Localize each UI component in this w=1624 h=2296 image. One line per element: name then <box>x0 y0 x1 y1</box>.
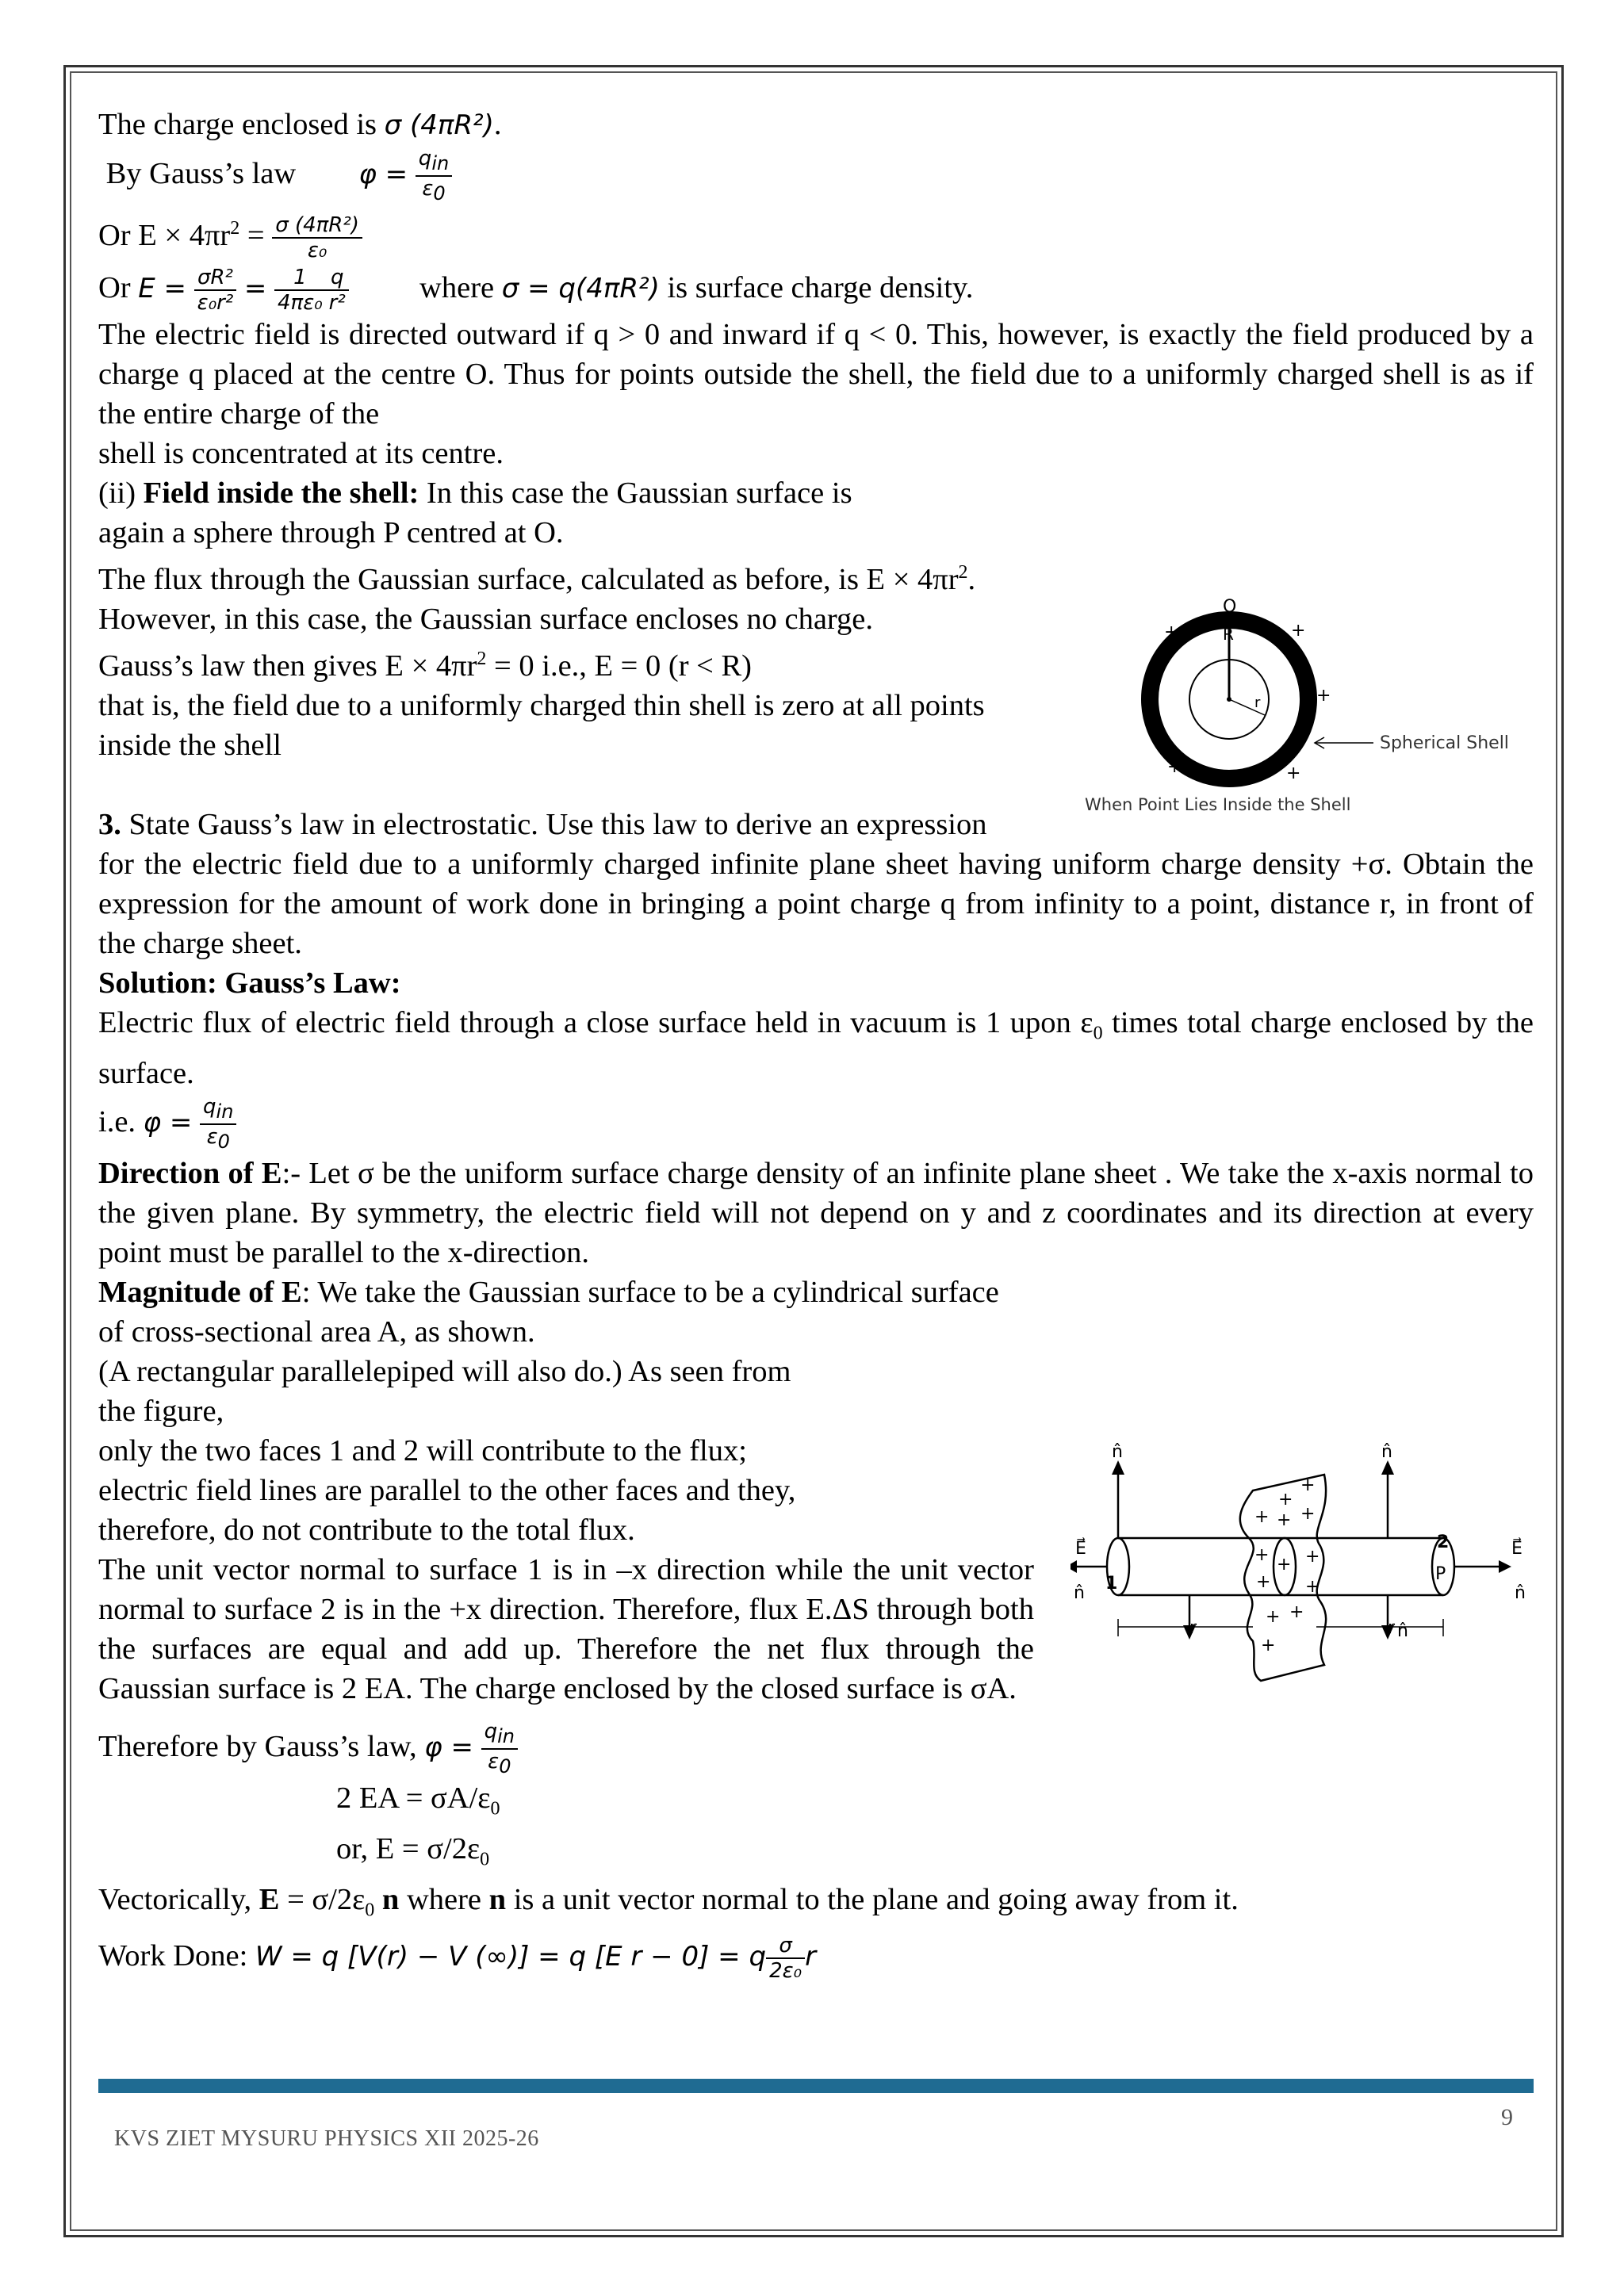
math-frac-sigmar2: $\frac{\text{σR²}}{\text{ε₀r²}}$ <box>194 266 237 315</box>
plus-sign: + <box>1277 1555 1292 1575</box>
label-face-1: 1 <box>1105 1574 1118 1594</box>
label-Q: Q <box>1223 597 1237 617</box>
para-magnitude-e: Magnitude of E: We take the Gaussian surface to be a cylindrical surface <box>98 1276 999 1310</box>
arrow-head <box>1381 1460 1394 1475</box>
plus-sign: + <box>1300 1504 1316 1524</box>
line-ie-phi: i.e. φ = $\frac{\text{qin}}{\varepsilon 0}$ <box>98 1095 1534 1154</box>
line-work-done: Work Done: W = q [V(r) − V (∞)] = q [E r − 0] = q $\frac{\sigma}{\text{2ε₀}}$ r <box>98 1933 817 1983</box>
para-m6: electric field lines are parallel to the other faces and they, <box>98 1474 796 1508</box>
plus-sign: + <box>1254 1545 1270 1565</box>
para-field-inside: (ii) Field inside the shell: In this case the Gaussian surface is <box>98 476 852 511</box>
para-m7: therefore, do not contribute to the total flux. <box>98 1513 635 1548</box>
plus-sign: + <box>1316 686 1331 706</box>
spherical-shell-figure <box>1078 596 1522 818</box>
line-gauss-law: By Gauss’s law φ = $\frac{\text{qin}}{\varepsilon 0}$ <box>98 147 1534 205</box>
plus-sign: + <box>1300 1475 1316 1495</box>
label-P: P <box>1435 1564 1446 1584</box>
para-inside-shell: inside the shell <box>98 729 282 763</box>
plus-sign: + <box>1140 694 1155 714</box>
plus-sign: + <box>1256 1572 1271 1592</box>
plus-sign: + <box>1164 622 1179 642</box>
figure1-caption: When Point Lies Inside the Shell <box>1085 795 1351 814</box>
para-m4: the figure, <box>98 1395 224 1429</box>
para-m3: (A rectangular parallelepiped will also do.) As seen from <box>98 1355 791 1389</box>
math-sigma-4pir2: σ (4πR²) <box>384 109 494 141</box>
label-R: R <box>1223 625 1234 644</box>
label-n-hat: n̂ <box>1397 1621 1408 1641</box>
plus-sign: + <box>1278 1490 1293 1510</box>
footer-bar <box>98 2079 1534 2093</box>
math-frac-qin-eps0: $\frac{\text{qin}}{\varepsilon 0}$ <box>416 147 452 205</box>
page-number: 9 <box>1501 2104 1513 2130</box>
plane-sheet-figure <box>1071 1443 1530 1705</box>
para-m5: only the two faces 1 and 2 will contribute to the flux; <box>98 1434 747 1468</box>
para-flux-gaussian: The flux through the Gaussian surface, calculated as before, is $E \times 4\pi r^2$. <box>98 562 976 597</box>
line-or-e-eq: Or E = $\frac{\text{σR²}}{\text{ε₀r²}}$ = $\frac{1}{\text{4πε₀}}$ $\frac{q}{\text{r²}}$ where σ = q(4πR²) is surface charge density. <box>98 266 974 316</box>
para-no-charge: However, in this case, the Gaussian surface encloses no charge. <box>98 603 874 637</box>
arrow-head <box>1071 1560 1077 1573</box>
plus-sign: + <box>1305 1547 1320 1567</box>
math-work-eq: W = q [V(r) − V (∞)] = q [E r − 0] = q <box>255 1940 767 1973</box>
label-n-hat: n̂ <box>1515 1583 1526 1603</box>
footer-text: KVS ZIET MYSURU PHYSICS XII 2025-26 <box>114 2126 539 2151</box>
para-gauss-zero: Gauss’s law then gives $E \times 4\pi r^2 = 0$ i.e., E = 0 (r < R) <box>98 649 753 683</box>
plus-sign: + <box>1167 757 1182 777</box>
plus-sign: + <box>1266 1607 1281 1627</box>
para-field-zero: that is, the field due to a uniformly charged thin shell is zero at all points <box>98 689 985 723</box>
para-direction-e: Direction of E:- Let σ be the uniform surface charge density of an infinite plane sheet . We take the x-axis normal to the given plane. By symmetry, the electric field will not depend on y and z coordinates and its direction at every point must be parallel to the x-direction. <box>98 1157 1534 1270</box>
line-2ea: 2 EA = $\sigma A/\varepsilon_0$ <box>336 1781 500 1820</box>
label-E-vec: E⃗ <box>1511 1539 1522 1559</box>
label-E-vec: E⃗ <box>1075 1539 1086 1559</box>
plus-sign: + <box>1261 1636 1276 1655</box>
question-3-body: for the electric field due to a uniformly charged infinite plane sheet having uniform charge density +σ. Obtain the expression for the amount of work done in bringing a point charge q from infinity to a point, distance r, in front of the charge sheet. <box>98 848 1534 961</box>
arrow-head <box>1499 1560 1511 1573</box>
label-n-hat: n̂ <box>1381 1443 1392 1462</box>
arrow-head <box>1112 1460 1124 1475</box>
para-sphere-through-p: again a sphere through P centred at O. <box>98 516 564 550</box>
math-frac-sigma4pir2-eps0: $\frac{\text{σ (4πR²)}}{\text{ε₀}}$ <box>272 213 362 262</box>
label-n-hat: n̂ <box>1074 1583 1085 1603</box>
line-e-sigma-2eps: or, $E = \sigma/2\varepsilon_0$ <box>336 1832 490 1870</box>
solution-heading: Solution: Gauss’s Law: <box>98 966 401 1001</box>
para-shell-concentrated: shell is concentrated at its centre. <box>98 437 504 471</box>
plus-sign: + <box>1254 1507 1270 1527</box>
question-3: 3. State Gauss’s law in electrostatic. Use this law to derive an expression <box>98 808 987 842</box>
math-frac-q-r2: $\frac{q}{\text{r²}}$ <box>326 266 349 315</box>
math-frac-1-4pieps0: $\frac{1}{\text{4πε₀}}$ <box>274 266 326 315</box>
label-r: r <box>1388 1618 1396 1638</box>
para-m8: The unit vector normal to surface 1 is in –x direction while the unit vector normal to surface 2 is in the +x direction. Therefore, flux E.ΔS through both the surfaces are equal and add up. Therefore the net flux through the Gaussian surface is 2 EA. The charge enclosed by the closed surface is σA. <box>98 1553 1034 1706</box>
label-r: r <box>1189 1618 1197 1638</box>
plus-sign: + <box>1286 763 1301 783</box>
label-spherical-shell: Spherical Shell <box>1380 733 1509 753</box>
center-dot <box>1227 697 1231 702</box>
para-field-direction: The electric field is directed outward if q > 0 and inward if q < 0. This, however, is exactly the field produced by a charge q placed at the centre O. Thus for points outside the shell, the field due to a uniformly charged shell is as if the entire charge of the <box>98 318 1534 431</box>
plus-sign: + <box>1291 621 1306 641</box>
line-vectorically: Vectorically, $E = \sigma/2\varepsilon_0$ n where n is a unit vector normal to the plane and going away from it. <box>98 1882 1239 1921</box>
line-charge-enclosed: The charge enclosed is σ (4πR²). <box>98 108 502 141</box>
line-or-e4pir2: Or $E \times 4\pi r^2$ = $\frac{\text{σ (4πR²)}}{\text{ε₀}}$ <box>98 209 1534 262</box>
math-phi: φ = <box>358 159 408 191</box>
label-face-2: 2 <box>1437 1533 1450 1552</box>
gauss-law-statement: Electric flux of electric field through a close surface held in vacuum is 1 upon $\varepsilon_0$ times total charge enclosed by the surface. <box>98 1006 1534 1090</box>
plus-sign: + <box>1289 1602 1304 1622</box>
line-therefore-gauss: Therefore by Gauss’s law, φ = $\frac{\text{qin}}{\varepsilon 0}$ <box>98 1720 1534 1778</box>
label-n-hat: n̂ <box>1112 1443 1123 1462</box>
plus-sign: + <box>1305 1577 1320 1597</box>
para-m2: of cross-sectional area A, as shown. <box>98 1315 535 1349</box>
label-r: r <box>1254 695 1261 711</box>
plus-sign: + <box>1277 1510 1292 1530</box>
